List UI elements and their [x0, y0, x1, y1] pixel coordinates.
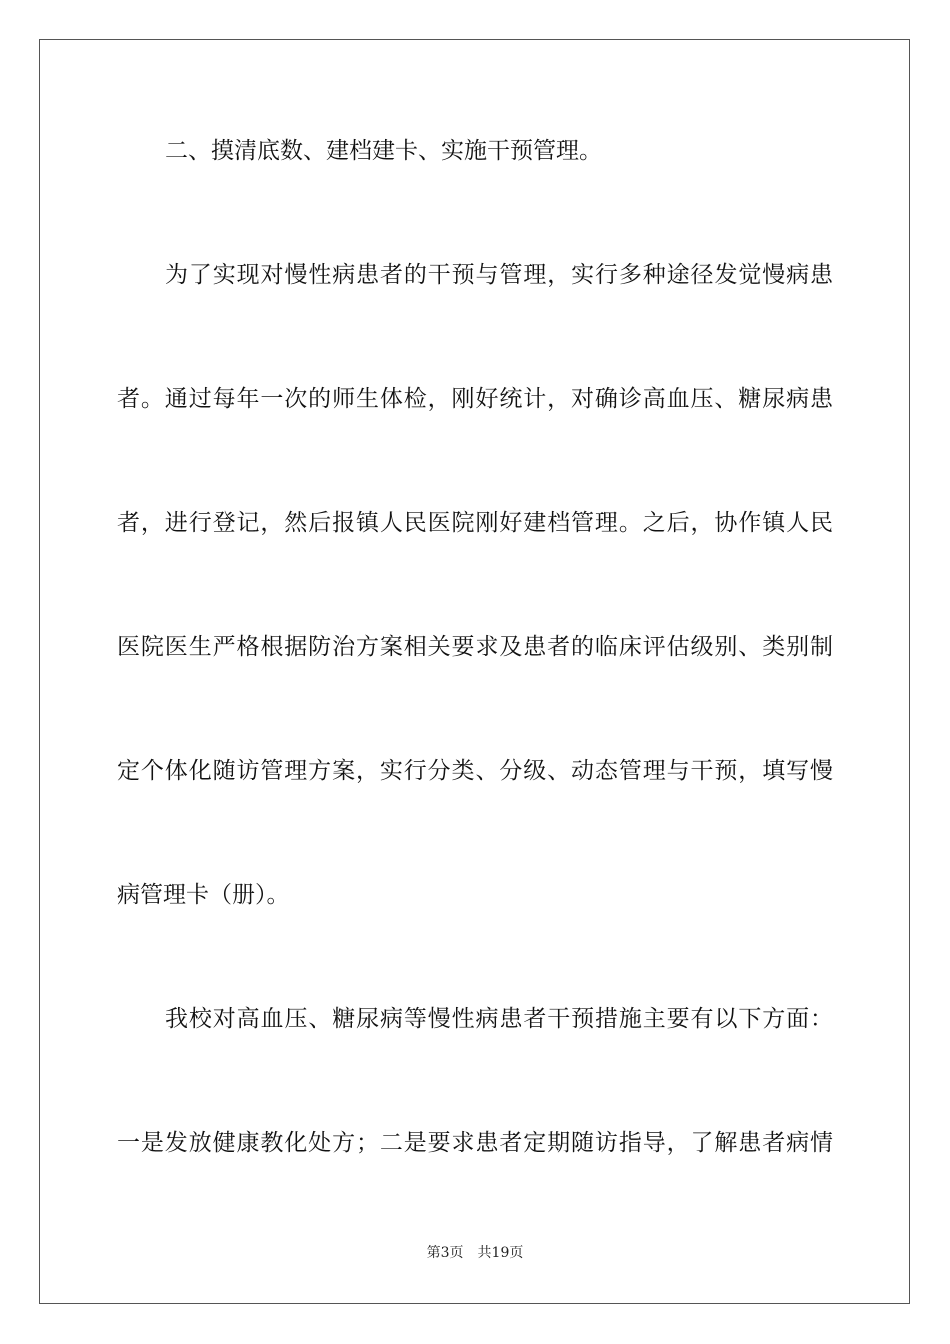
page-total: 共19页: [477, 1245, 524, 1261]
section-heading: 二、摸清底数、建档建卡、实施干预管理。: [165, 138, 602, 164]
paragraph-line: 医院医生严格根据防治方案相关要求及患者的临床评估级别、类别制: [117, 634, 833, 660]
paragraph-line: 为了实现对慢性病患者的干预与管理，实行多种途径发觉慢病患: [165, 262, 833, 288]
paragraph-line: 者。通过每年一次的师生体检，刚好统计，对确诊高血压、糖尿病患: [117, 386, 833, 412]
page-footer: [0, 1244, 950, 1262]
paragraph-line: 一是发放健康教化处方；二是要求患者定期随访指导，了解患者病情: [117, 1130, 833, 1156]
paragraph-line: 我校对高血压、糖尿病等慢性病患者干预措施主要有以下方面：: [165, 1006, 833, 1032]
paragraph-line: 者，进行登记，然后报镇人民医院刚好建档管理。之后，协作镇人民: [117, 510, 833, 536]
paragraph-line: 定个体化随访管理方案，实行分类、分级、动态管理与干预，填写慢: [117, 758, 833, 784]
page-border: [39, 39, 910, 1304]
paragraph-line: 病管理卡（册）。: [117, 882, 290, 908]
page-number: 第3页: [426, 1245, 464, 1261]
